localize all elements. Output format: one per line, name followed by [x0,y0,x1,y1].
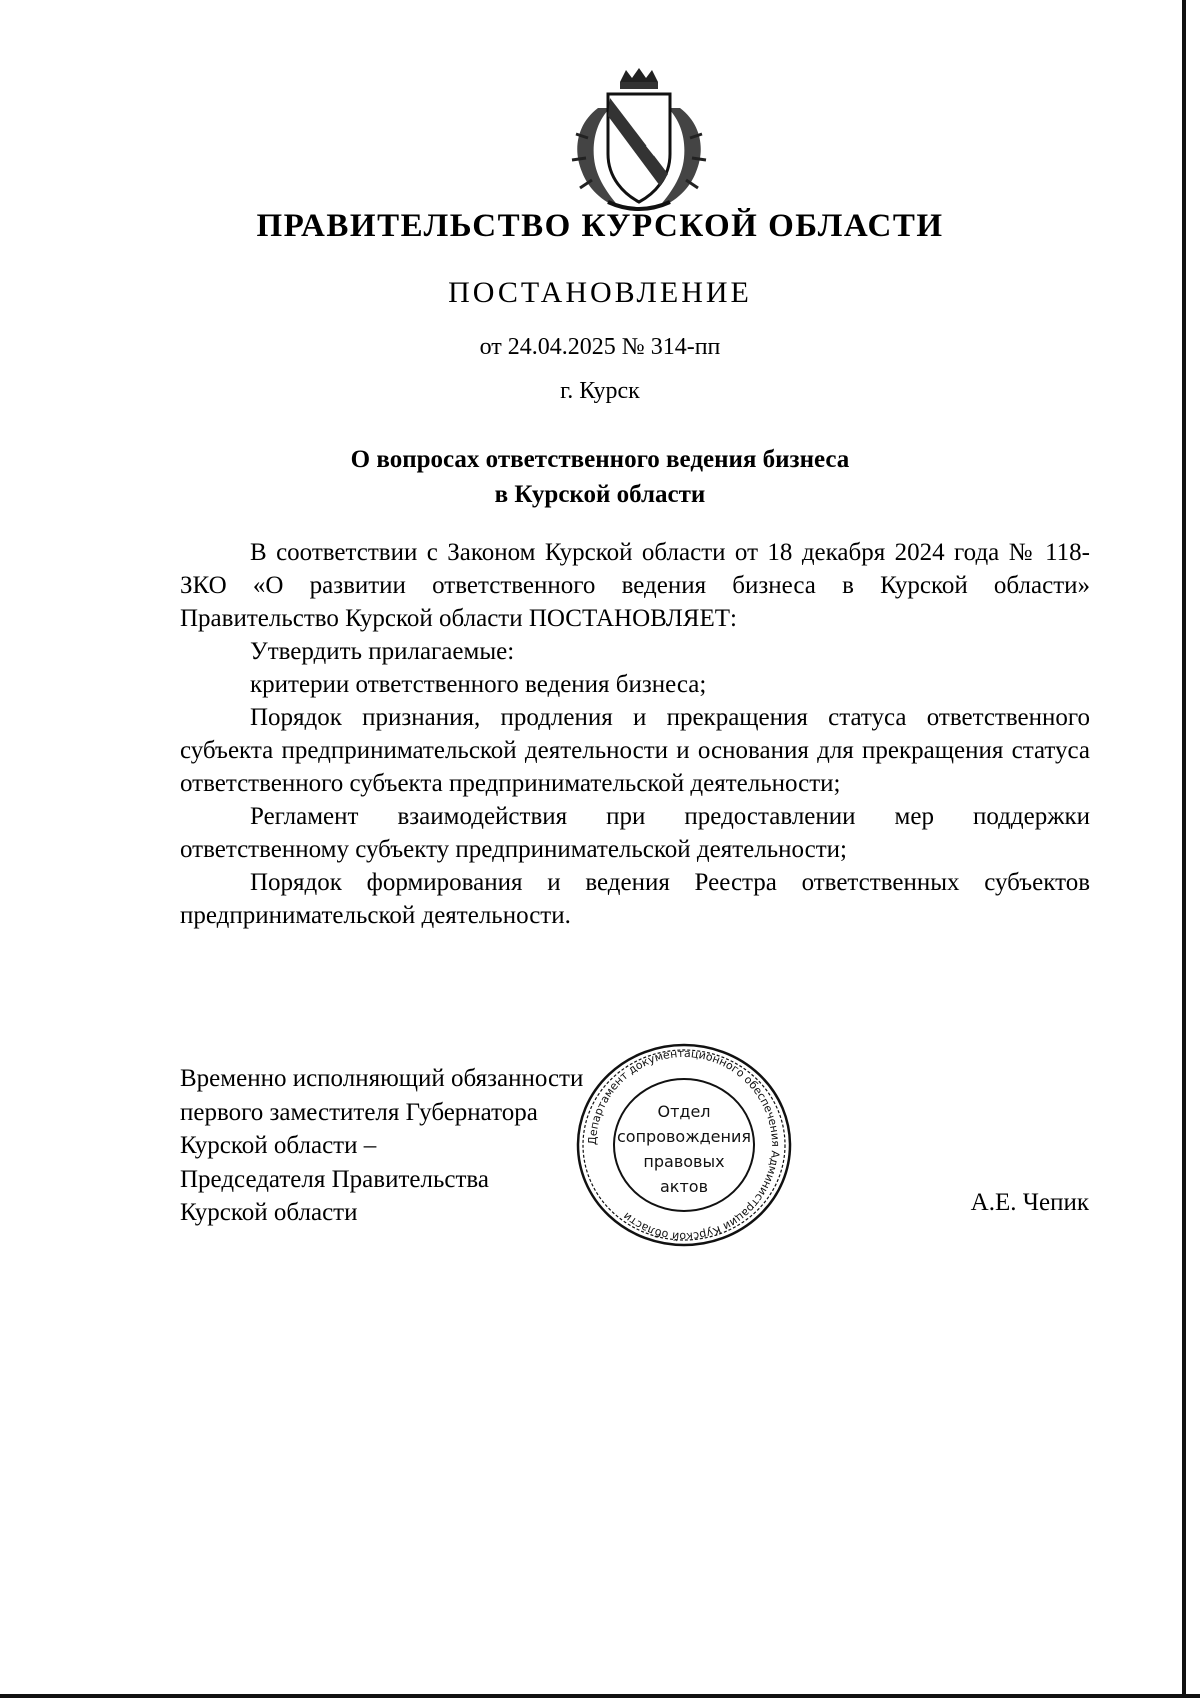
seal-stamp-icon [570,1040,798,1250]
position-line: Временно исполняющий обязанности [180,1065,584,1092]
position-line: Председателя Правительства [180,1165,489,1193]
body-paragraph: критерии ответственного ведения бизнеса; [250,671,707,698]
document-date-number: от 24.04.2025 № 314-пп [479,334,721,360]
body-paragraph: Регламент взаимодействия при предоставлении мер поддержки ответственному субъекту предпринимательской деятельности; [180,803,1090,863]
stamp-ring-text: Департамент документационного обеспечения Администрации Курской области [585,1046,783,1244]
document-city: г. Курск [560,378,640,404]
position-line: первого заместителя Губернатора [180,1098,538,1126]
position-line: Курской области [180,1199,358,1226]
coat-of-arms-icon [568,68,710,214]
stamp-center-line: правовых [643,1152,725,1171]
stamp-center-line: Отдел [657,1102,711,1121]
signatory-position [180,1062,600,1230]
body-paragraph: Порядок признания, продления и прекращения статуса ответственного субъекта предпринимательской деятельности и основания для прекращения статуса ответственного субъекта предпринимательской деятельности; [180,704,1090,797]
body-paragraph: Утвердить прилагаемые: [250,638,515,665]
signatory-name: А.Е. Чепик [970,1189,1089,1216]
document-type: ПОСТАНОВЛЕНИЕ [448,276,752,309]
position-line: Курской области – [180,1132,377,1159]
document-body [180,536,1090,932]
body-paragraph: Порядок формирования и ведения Реестра ответственных субъектов предпринимательской деятельности. [180,869,1090,929]
document-subject [0,442,1200,512]
page-edge-right [1182,0,1186,1698]
org-title: ПРАВИТЕЛЬСТВО КУРСКОЙ ОБЛАСТИ [256,208,944,244]
subject-line: в Курской области [494,481,706,508]
stamp-center-line: сопровождения [616,1127,752,1146]
body-paragraph: В соответствии с Законом Курской области от 18 декабря 2024 года № 118-ЗКО «О развитии ответственного ведения бизнеса в Курской области» Правительство Курской области ПОСТАНОВЛЯЕТ: [180,539,1090,632]
stamp-center-line: актов [659,1177,709,1196]
subject-line: О вопросах ответственного ведения бизнеса [350,446,850,473]
page-edge-bottom [0,1694,1200,1698]
